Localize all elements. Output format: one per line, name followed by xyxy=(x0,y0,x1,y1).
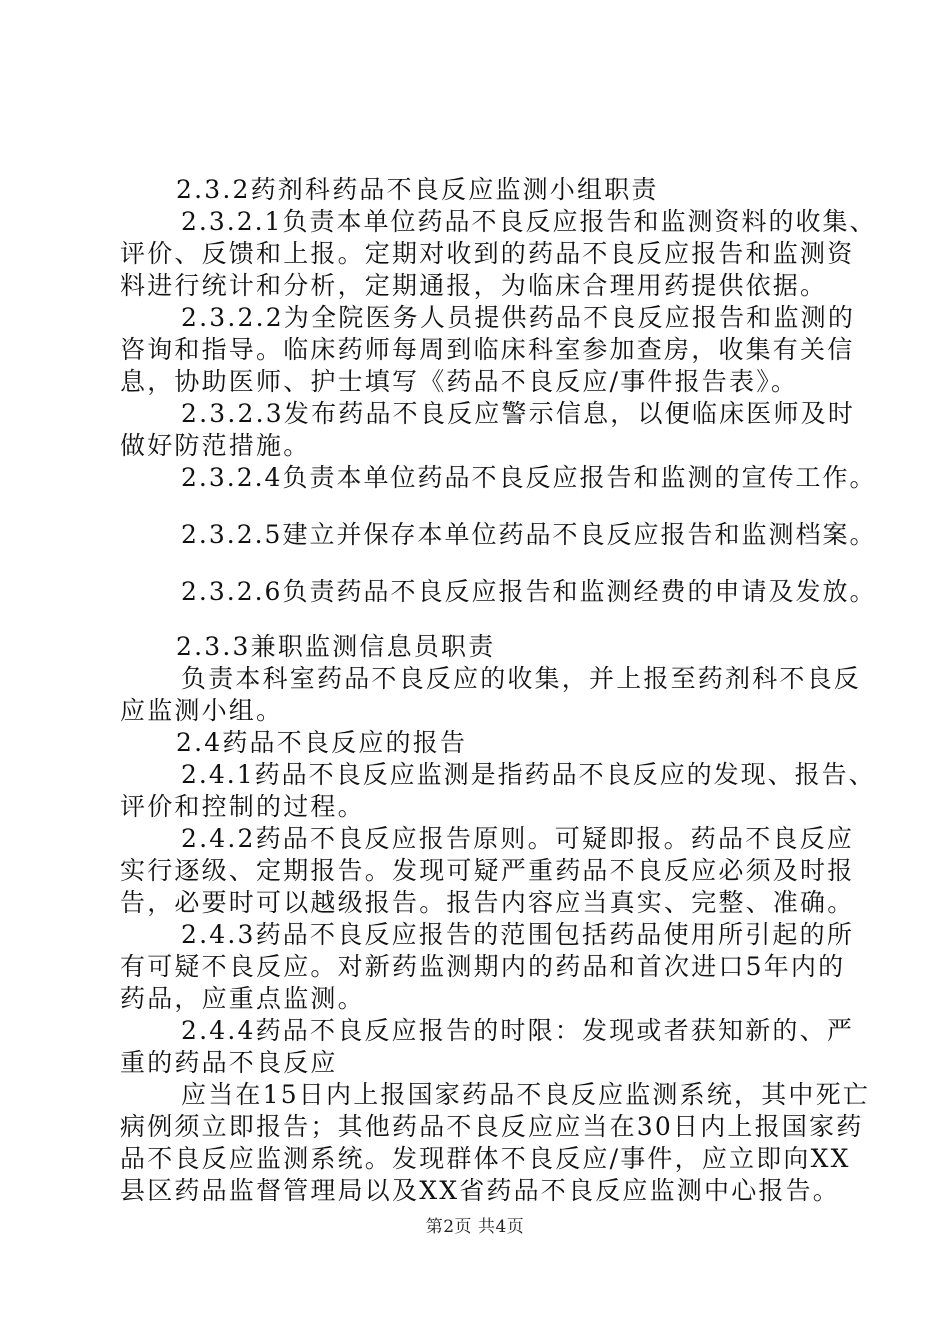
heading-2-3-2: 2.3.2药剂科药品不良反应监测小组职责 xyxy=(176,175,659,204)
paragraph-line: 咨询和指导。临床药师每周到临床科室参加查房，收集有关信 xyxy=(120,335,855,364)
paragraph-line: 2.3.2.1负责本单位药品不良反应报告和监测资料的收集、 xyxy=(181,207,877,236)
heading-2-3-3: 2.3.3兼职监测信息员职责 xyxy=(176,632,496,661)
paragraph-line: 药品，应重点监测。 xyxy=(120,984,365,1013)
paragraph-line: 2.4.4药品不良反应报告的时限：发现或者获知新的、严 xyxy=(181,1016,855,1045)
paragraph-line: 息，协助医师、护士填写《药品不良反应/事件报告表》。 xyxy=(120,367,799,396)
heading-2-4: 2.4药品不良反应的报告 xyxy=(176,728,468,757)
page-number-footer: 第2页 共4页 xyxy=(425,1217,525,1237)
paragraph-line: 2.3.2.2为全院医务人员提供药品不良反应报告和监测的 xyxy=(181,303,856,332)
paragraph-line: 2.3.2.5建立并保存本单位药品不良反应报告和监测档案。 xyxy=(181,520,877,549)
paragraph-line: 县区药品监督管理局以及XX省药品不良反应监测中心报告。 xyxy=(120,1176,840,1205)
paragraph-line: 应监测小组。 xyxy=(120,696,284,725)
paragraph-line: 告，必要时可以越级报告。报告内容应当真实、完整、准确。 xyxy=(120,888,855,917)
paragraph-line: 品不良反应监测系统。发现群体不良反应/事件，应立即向XX xyxy=(120,1144,851,1173)
paragraph-line: 应当在15日内上报国家药品不良反应监测系统，其中死亡 xyxy=(181,1080,871,1109)
paragraph-line: 负责本科室药品不良反应的收集，并上报至药剂科不良反 xyxy=(181,664,862,693)
paragraph-line: 评价和控制的过程。 xyxy=(120,792,365,821)
paragraph-line: 重的药品不良反应 xyxy=(120,1048,338,1077)
paragraph-line: 2.3.2.6负责药品不良反应报告和监测经费的申请及发放。 xyxy=(181,577,877,606)
paragraph-line: 2.4.2药品不良反应报告原则。可疑即报。药品不良反应 xyxy=(181,824,855,853)
paragraph-line: 料进行统计和分析，定期通报，为临床合理用药提供依据。 xyxy=(120,271,828,300)
paragraph-line: 2.3.2.3发布药品不良反应警示信息，以便临床医师及时 xyxy=(181,399,856,428)
paragraph-line: 做好防范措施。 xyxy=(120,431,311,460)
paragraph-line: 实行逐级、定期报告。发现可疑严重药品不良反应必须及时报 xyxy=(120,856,855,885)
paragraph-line: 2.4.1药品不良反应监测是指药品不良反应的发现、报告、 xyxy=(181,760,876,789)
paragraph-line: 病例须立即报告；其他药品不良反应应当在30日内上报国家药 xyxy=(120,1112,864,1141)
paragraph-line: 2.3.2.4负责本单位药品不良反应报告和监测的宣传工作。 xyxy=(181,463,877,492)
paragraph-line: 2.4.3药品不良反应报告的范围包括药品使用所引起的所 xyxy=(181,920,855,949)
paragraph-line: 有可疑不良反应。对新药监测期内的药品和首次进口5年内的 xyxy=(120,952,846,981)
paragraph-line: 评价、反馈和上报。定期对收到的药品不良反应报告和监测资 xyxy=(120,239,855,268)
